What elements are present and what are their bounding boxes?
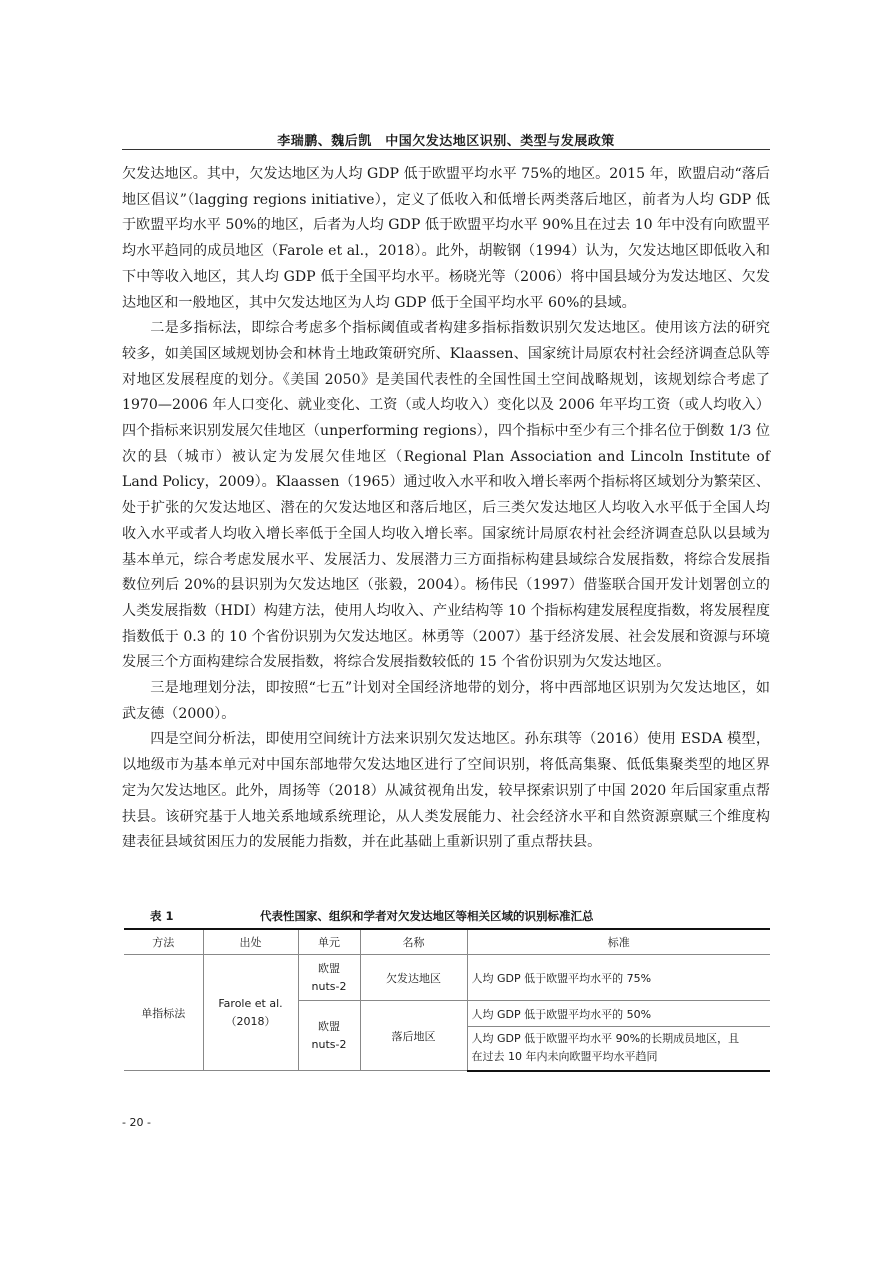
header-source: 出处 [203, 929, 298, 955]
table-label: 表 1 [150, 909, 174, 923]
unit-1-line-2: nuts-2 [311, 979, 347, 993]
unit-2-line-2: nuts-2 [311, 1037, 347, 1051]
name-cell-1: 欠发达地区 [360, 955, 467, 1001]
page-number: - 20 - [122, 1116, 151, 1129]
header-standard: 标准 [467, 929, 770, 955]
standard-cell-2: 人均 GDP 低于欧盟平均水平的 50% [467, 1001, 770, 1027]
paragraph-3: 三是地理划分法，即按照“七五”计划对全国经济地带的划分，将中西部地区识别为欠发达地区，如武友德（2000）。 [122, 680, 770, 722]
source-line-1: Farole et al. [218, 996, 283, 1010]
table-title: 代表性国家、组织和学者对欠发达地区等相关区域的识别标准汇总 [260, 909, 594, 923]
body-text [122, 162, 770, 856]
header-rule [122, 149, 770, 150]
standard-cell-3 [467, 1027, 770, 1071]
source-line-2: （2018） [225, 1014, 276, 1028]
paragraph-4: 四是空间分析法，即使用空间统计方法来识别欠发达地区。孙东琪等（2016）使用 ESDA 模型，以地级市为基本单元对中国东部地带欠发达地区进行了空间识别，将低高集聚、低低集聚类型的地区界定为欠发达地区。此外，周扬等（2018）从减贫视角出发，较早探索识别了中国 2020 年后国家重点帮扶县。该研究基于人地关系地域系统理论，从人类发展能力、社会经济水平和自然资源禀赋三个维度构建表征县域贫困压力的发展能力指数，并在此基础上重新识别了重点帮扶县。 [122, 731, 770, 851]
unit-2-line-1: 欧盟 [318, 1019, 340, 1033]
paragraph-1: 欠发达地区。其中，欠发达地区为人均 GDP 低于欧盟平均水平 75%的地区。2015 年，欧盟启动“落后地区倡议”（lagging regions initiative），定义了低收入和低增长两类落后地区，前者为人均 GDP 低于欧盟平均水平 50%的地区，后者为人均 GDP 低于欧盟平均水平 90%且在过去 10 年中没有向欧盟平均水平趋同的成员地区（Farole et al.，2018）。此外，胡鞍钢（1994）认为，欠发达地区即低收入和下中等收入地区，其人均 GDP 低于全国平均水平。杨晓光等（2006）将中国县域分为发达地区、欠发达地区和一般地区，其中欠发达地区为人均 GDP 低于全国平均水平 60%的县域。 [122, 166, 770, 311]
source-cell [203, 955, 298, 1071]
name-cell-2: 落后地区 [360, 1001, 467, 1071]
paragraph-2: 二是多指标法，即综合考虑多个指标阈值或者构建多指标指数识别欠发达地区。使用该方法的研究较多，如美国区域规划协会和林肯土地政策研究所、Klaassen、国家统计局原农村社会经济调查总队等对地区发展程度的划分。《美国 2050》是美国代表性的全国性国土空间战略规划，该规划综合考虑了 1970—2006 年人口变化、就业变化、工资（或人均收入）变化以及 2006 年平均工资（或人均收入）四个指标来识别发展欠佳地区（unperforming regions），四个指标中至少有三个排名位于倒数 1/3 位次的县（城市）被认定为发展欠佳地区（Regional Plan Association and Lincoln Institute of Land Policy，2009）。Klaassen（1965）通过收入水平和收入增长率两个指标将区域划分为繁荣区、处于扩张的欠发达地区、潜在的欠发达地区和落后地区，后三类欠发达地区人均收入水平低于全国人均收入水平或者人均收入增长率低于全国人均收入增长率。国家统计局原农村社会经济调查总队以县域为基本单元，综合考虑发展水平、发展活力、发展潜力三方面指标构建县域综合发展指数，将综合发展指数位列后 20%的县识别为欠发达地区（张毅，2004）。杨伟民（1997）借鉴联合国开发计划署创立的人类发展指数（HDI）构建方法，使用人均收入、产业结构等 10 个指标构建发展程度指数，将发展程度指数低于 0.3 的 10 个省份识别为欠发达地区。林勇等（2007）基于经济发展、社会发展和资源与环境发展三个方面构建综合发展指数，将综合发展指数较低的 15 个省份识别为欠发达地区。 [122, 320, 770, 671]
method-cell: 单指标法 [124, 955, 203, 1071]
header-name: 名称 [360, 929, 467, 955]
unit-cell-2 [298, 1001, 360, 1071]
header-unit: 单元 [298, 929, 360, 955]
unit-1-line-1: 欧盟 [318, 961, 340, 975]
header-method: 方法 [124, 929, 203, 955]
table-row [124, 955, 770, 1001]
criteria-table [124, 928, 770, 1072]
unit-cell-1 [298, 955, 360, 1001]
running-header: 李瑞鹏、魏后凯 中国欠发达地区识别、类型与发展政策 [277, 134, 615, 149]
table-header-row [124, 929, 770, 955]
standard-3-line-1: 人均 GDP 低于欧盟平均水平 90%的长期成员地区，且 [471, 1032, 740, 1046]
standard-3-line-2: 在过去 10 年内未向欧盟平均水平趋同 [471, 1050, 658, 1064]
standard-cell-1: 人均 GDP 低于欧盟平均水平的 75% [467, 955, 770, 1001]
